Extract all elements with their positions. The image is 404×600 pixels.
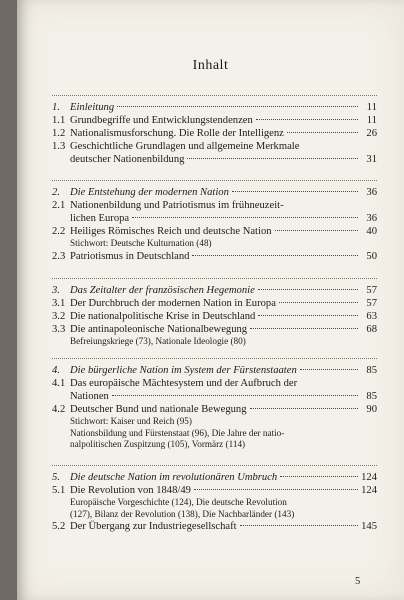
- entry-page: 31: [366, 154, 377, 165]
- leader-dots: [300, 369, 358, 370]
- entry-page: 36: [366, 213, 377, 224]
- entry-page: 57: [366, 298, 377, 309]
- toc-subtopics[interactable]: [52, 509, 377, 521]
- entry-page: 85: [366, 391, 377, 402]
- entry-number: 4.1: [52, 378, 66, 389]
- toc-section-1: [52, 95, 377, 166]
- entry-number: 1.3: [52, 141, 66, 152]
- chapter-page: 11: [366, 102, 377, 113]
- chapter-number: 2.: [52, 187, 60, 198]
- leader-dots: [117, 106, 358, 107]
- entry-page: 63: [366, 311, 377, 322]
- book-page: [17, 0, 404, 600]
- entry-number: 3.1: [52, 298, 66, 309]
- section-divider: [52, 358, 377, 359]
- leader-dots: [250, 328, 358, 329]
- toc-subtopics[interactable]: [52, 428, 377, 440]
- chapter-page: 85: [366, 365, 377, 376]
- leader-dots: [258, 315, 358, 316]
- entry-title: Die antinapoleonische Nationalbewegung: [70, 324, 248, 335]
- subtopics-text: Nationsbildung und Fürstenstaat (96), Die Jahre der natio-: [70, 427, 285, 438]
- entry-number: 2.1: [52, 200, 66, 211]
- entry-page: 124: [361, 485, 377, 496]
- leader-dots: [240, 525, 358, 526]
- toc-entry[interactable]: [52, 225, 377, 238]
- toc-chapter[interactable]: [52, 186, 377, 199]
- page-title: Inhalt: [192, 58, 229, 73]
- leader-dots: [192, 255, 358, 256]
- chapter-title: Die bürgerliche Nation im System der Fürstenstaaten: [70, 365, 297, 376]
- entry-number: 2.2: [52, 226, 66, 237]
- toc-entry[interactable]: [52, 250, 377, 263]
- entry-title: Das europäische Mächtesystem und der Aufbruch der: [70, 378, 298, 389]
- section-divider: [52, 465, 377, 466]
- leader-dots: [132, 217, 358, 218]
- toc-keyword[interactable]: [52, 416, 377, 428]
- toc-entry[interactable]: [52, 310, 377, 323]
- toc-subtopics[interactable]: [52, 497, 377, 509]
- entry-title: Heiliges Römisches Reich und deutsche Nation: [70, 226, 272, 237]
- leader-dots: [187, 158, 358, 159]
- entry-title: Grundbegriffe und Entwicklungstendenzen: [70, 115, 253, 126]
- leader-dots: [280, 476, 358, 477]
- toc-section-3: [52, 278, 377, 348]
- toc-chapter[interactable]: [52, 284, 377, 297]
- entry-title: Nationalismusforschung. Die Rolle der Intelligenz: [70, 128, 284, 139]
- entry-number: 5.1: [52, 485, 66, 496]
- entry-page: 145: [361, 521, 377, 532]
- subtopics-text: (127), Bilanz der Revolution (138), Die Nachbarländer (143): [70, 508, 295, 519]
- entry-title: Patriotismus in Deutschland: [70, 250, 190, 262]
- toc-entry[interactable]: [52, 520, 377, 533]
- leader-dots: [250, 408, 358, 409]
- entry-number: 3.2: [52, 311, 66, 322]
- toc-entry-continuation: [52, 390, 377, 403]
- entry-number: 5.2: [52, 521, 66, 532]
- entry-title: Der Übergang zur Industriegesellschaft: [70, 521, 237, 532]
- chapter-number: 1.: [52, 102, 60, 113]
- toc-entry[interactable]: [52, 140, 377, 153]
- entry-title: Der Durchbruch der modernen Nation in Europa: [70, 298, 276, 309]
- entry-number: 1.2: [52, 128, 66, 139]
- entry-title: Nationenbildung und Patriotismus im frühneuzeit-: [70, 200, 284, 211]
- chapter-number: 5.: [52, 472, 60, 483]
- leader-dots: [275, 230, 358, 231]
- entry-page: 26: [366, 128, 377, 139]
- subtopics-text: Europäische Vorgeschichte (124), Die deutsche Revolution: [70, 497, 287, 507]
- toc-section-5: [52, 465, 377, 533]
- toc-chapter[interactable]: [52, 364, 377, 377]
- entry-page: 68: [366, 324, 377, 335]
- entry-title-continued: Nationen: [70, 391, 109, 402]
- toc-entry[interactable]: [52, 484, 377, 497]
- chapter-number: 4.: [52, 365, 60, 376]
- keyword-text: Stichwort: Kaiser und Reich (95): [70, 416, 192, 426]
- entry-title: Die nationalpolitische Krise in Deutschland: [70, 311, 256, 322]
- entry-number: 4.2: [52, 404, 66, 415]
- toc-keyword[interactable]: [52, 336, 377, 348]
- chapter-title: Einleitung: [70, 102, 115, 113]
- toc-entry[interactable]: [52, 127, 377, 140]
- leader-dots: [194, 489, 358, 490]
- toc-entry[interactable]: [52, 377, 377, 390]
- leader-dots: [287, 132, 358, 133]
- toc-keyword[interactable]: [52, 238, 377, 250]
- toc-section-4: [52, 358, 377, 451]
- leader-dots: [112, 395, 358, 396]
- entry-title-continued: lichen Europa: [70, 213, 130, 224]
- entry-number: 3.3: [52, 324, 66, 335]
- entry-page: 11: [366, 115, 377, 126]
- entry-page: 40: [366, 226, 377, 237]
- toc-section-2: [52, 180, 377, 263]
- keyword-text: Stichwort: Deutsche Kulturnation (48): [70, 238, 212, 248]
- entry-page: 50: [366, 250, 377, 262]
- section-divider: [52, 278, 377, 279]
- entry-number: 2.3: [52, 250, 66, 262]
- entry-title: Deutscher Bund und nationale Bewegung: [70, 404, 247, 415]
- toc-chapter[interactable]: [52, 101, 377, 114]
- chapter-page: 124: [361, 472, 377, 483]
- chapter-title: Die deutsche Nation im revolutionären Umbruch: [70, 472, 278, 483]
- keyword-text: Befreiungskriege (73), Nationale Ideologie (80): [70, 336, 246, 346]
- chapter-page: 57: [366, 285, 377, 296]
- leader-dots: [258, 289, 358, 290]
- entry-number: 1.1: [52, 115, 66, 126]
- entry-title: Die Revolution von 1848/49: [70, 485, 191, 496]
- page-number: 5: [355, 576, 361, 587]
- toc-chapter[interactable]: [52, 471, 377, 484]
- entry-title: Geschichtliche Grundlagen und allgemeine Merkmale: [70, 141, 300, 152]
- entry-title-continued: deutscher Nationenbildung: [70, 154, 185, 165]
- toc-entry[interactable]: [52, 199, 377, 212]
- chapter-title: Das Zeitalter der französischen Hegemonie: [70, 285, 255, 296]
- entry-page: 90: [366, 404, 377, 415]
- toc-entry[interactable]: [52, 403, 377, 416]
- chapter-title: Die Entstehung der modernen Nation: [70, 187, 229, 198]
- leader-dots: [279, 302, 358, 303]
- section-divider: [52, 95, 377, 96]
- toc-entry[interactable]: [52, 114, 377, 127]
- toc-entry[interactable]: [52, 297, 377, 310]
- toc-subtopics[interactable]: [52, 439, 377, 451]
- section-divider: [52, 180, 377, 181]
- chapter-number: 3.: [52, 285, 60, 296]
- toc-entry-continuation: [52, 212, 377, 225]
- toc-entry[interactable]: [52, 323, 377, 336]
- leader-dots: [256, 119, 358, 120]
- toc-entry-continuation: [52, 153, 377, 166]
- subtopics-text: nalpolitischen Zuspitzung (105), Vormärz (114): [70, 439, 246, 449]
- leader-dots: [232, 191, 358, 192]
- chapter-page: 36: [366, 187, 377, 198]
